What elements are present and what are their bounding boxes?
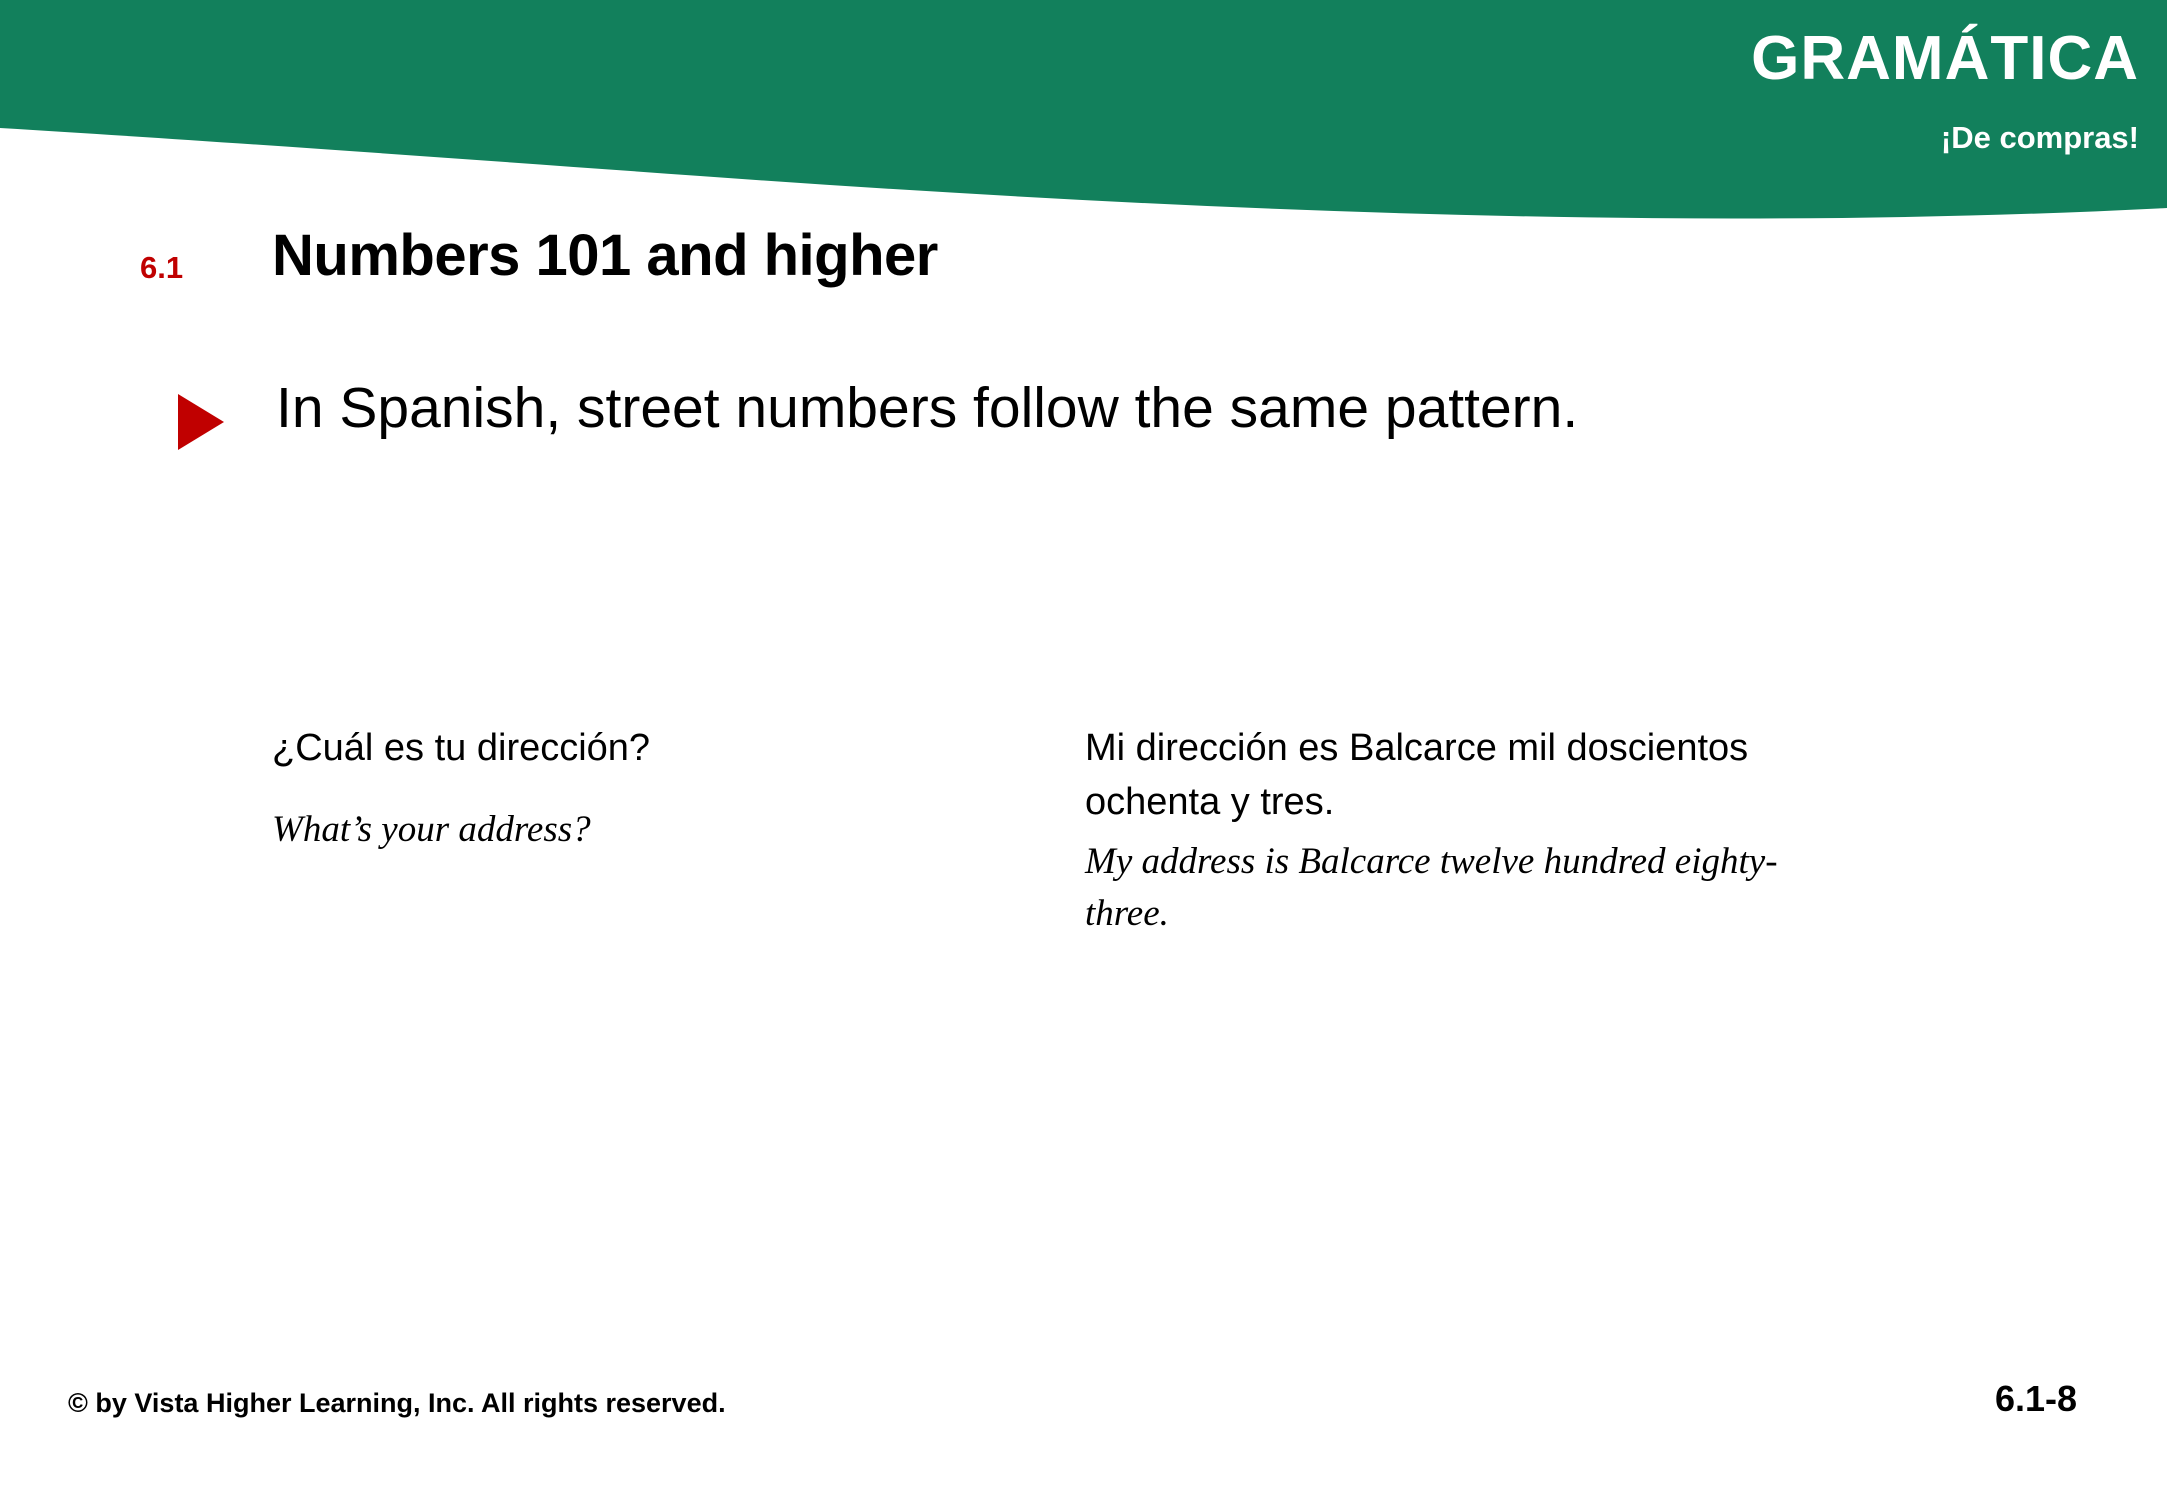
example-answer-english: My address is Balcarce twelve hundred eighty-three. <box>1085 840 1778 935</box>
header-banner <box>0 0 2167 260</box>
section-number: 6.1 <box>140 250 184 285</box>
header-title: GRAMÁTICA <box>1751 24 2139 93</box>
example-question-spanish: ¿Cuál es tu dirección? <box>272 727 651 769</box>
header-subtitle: ¡De compras! <box>1940 120 2139 155</box>
footer-page-number: 6.1-8 <box>1994 1378 2077 1419</box>
example-question-english: What’s your address? <box>272 808 591 850</box>
example-answer-spanish: Mi dirección es Balcarce mil doscientos ochenta y tres. <box>1085 727 1749 823</box>
triangle-right-icon <box>178 394 224 450</box>
footer-copyright: © by Vista Higher Learning, Inc. All rights reserved. <box>68 1388 726 1418</box>
example-column-question <box>272 722 992 856</box>
bullet-text: In Spanish, street numbers follow the same pattern. <box>276 376 1579 440</box>
example-column-answer <box>1085 722 1805 941</box>
section-title: Numbers 101 and higher <box>272 223 938 288</box>
